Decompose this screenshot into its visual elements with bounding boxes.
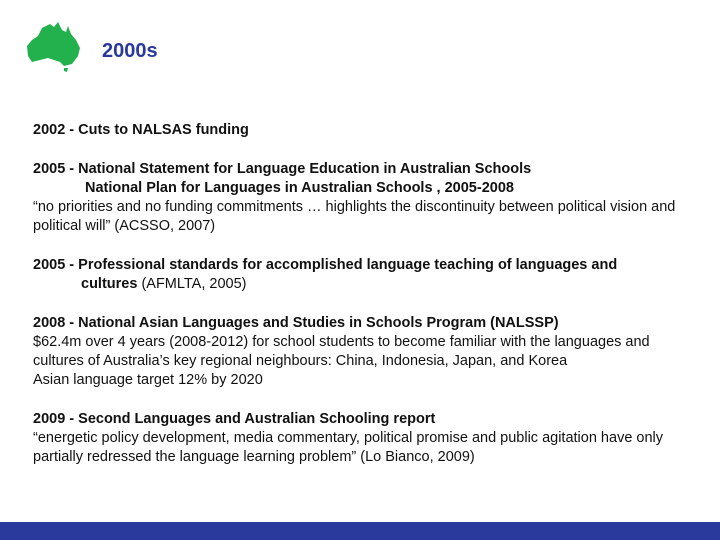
entry-text: $62.4m over 4 years (2008-2012) for school students to become familiar with the languages and cultures of Australia’s key regional neighbours: China, Indonesia, Japan, and Korea <box>33 334 650 369</box>
entry-heading: 2002 - Cuts to NALSAS funding <box>33 122 249 138</box>
timeline <box>33 121 693 487</box>
timeline-entry-2008 <box>33 314 693 390</box>
entry-subheading: National Plan for Languages in Australian Schools , 2005-2008 <box>85 180 514 196</box>
entry-heading: 2008 - National Asian Languages and Studies in Schools Program (NALSSP) <box>33 315 559 331</box>
australia-map-icon <box>24 18 84 74</box>
entry-heading: 2005 - Professional standards for accomplished language teaching of languages and <box>33 257 618 273</box>
timeline-entry-2005-standards <box>33 256 693 294</box>
page-title: 2000s <box>102 40 158 62</box>
timeline-entry-2005-statement <box>33 160 693 236</box>
entry-heading: 2005 - National Statement for Language Education in Australian Schools <box>33 161 532 177</box>
entry-text: Asian language target 12% by 2020 <box>33 372 263 388</box>
entry-quote: “energetic policy development, media commentary, political promise and public agitation have only partially redressed the language learning problem” (Lo Bianco, 2009) <box>33 430 664 465</box>
entry-heading-continued: cultures <box>81 276 138 292</box>
footer-bar <box>0 522 720 540</box>
entry-citation: (AFMLTA, 2005) <box>137 276 247 292</box>
timeline-entry-2009 <box>33 410 693 467</box>
entry-heading: 2009 - Second Languages and Australian Schooling report <box>33 411 436 427</box>
entry-quote: “no priorities and no funding commitments … highlights the discontinuity between political vision and political will” (ACSSO, 2007) <box>33 199 676 234</box>
timeline-entry-2002 <box>33 121 693 140</box>
